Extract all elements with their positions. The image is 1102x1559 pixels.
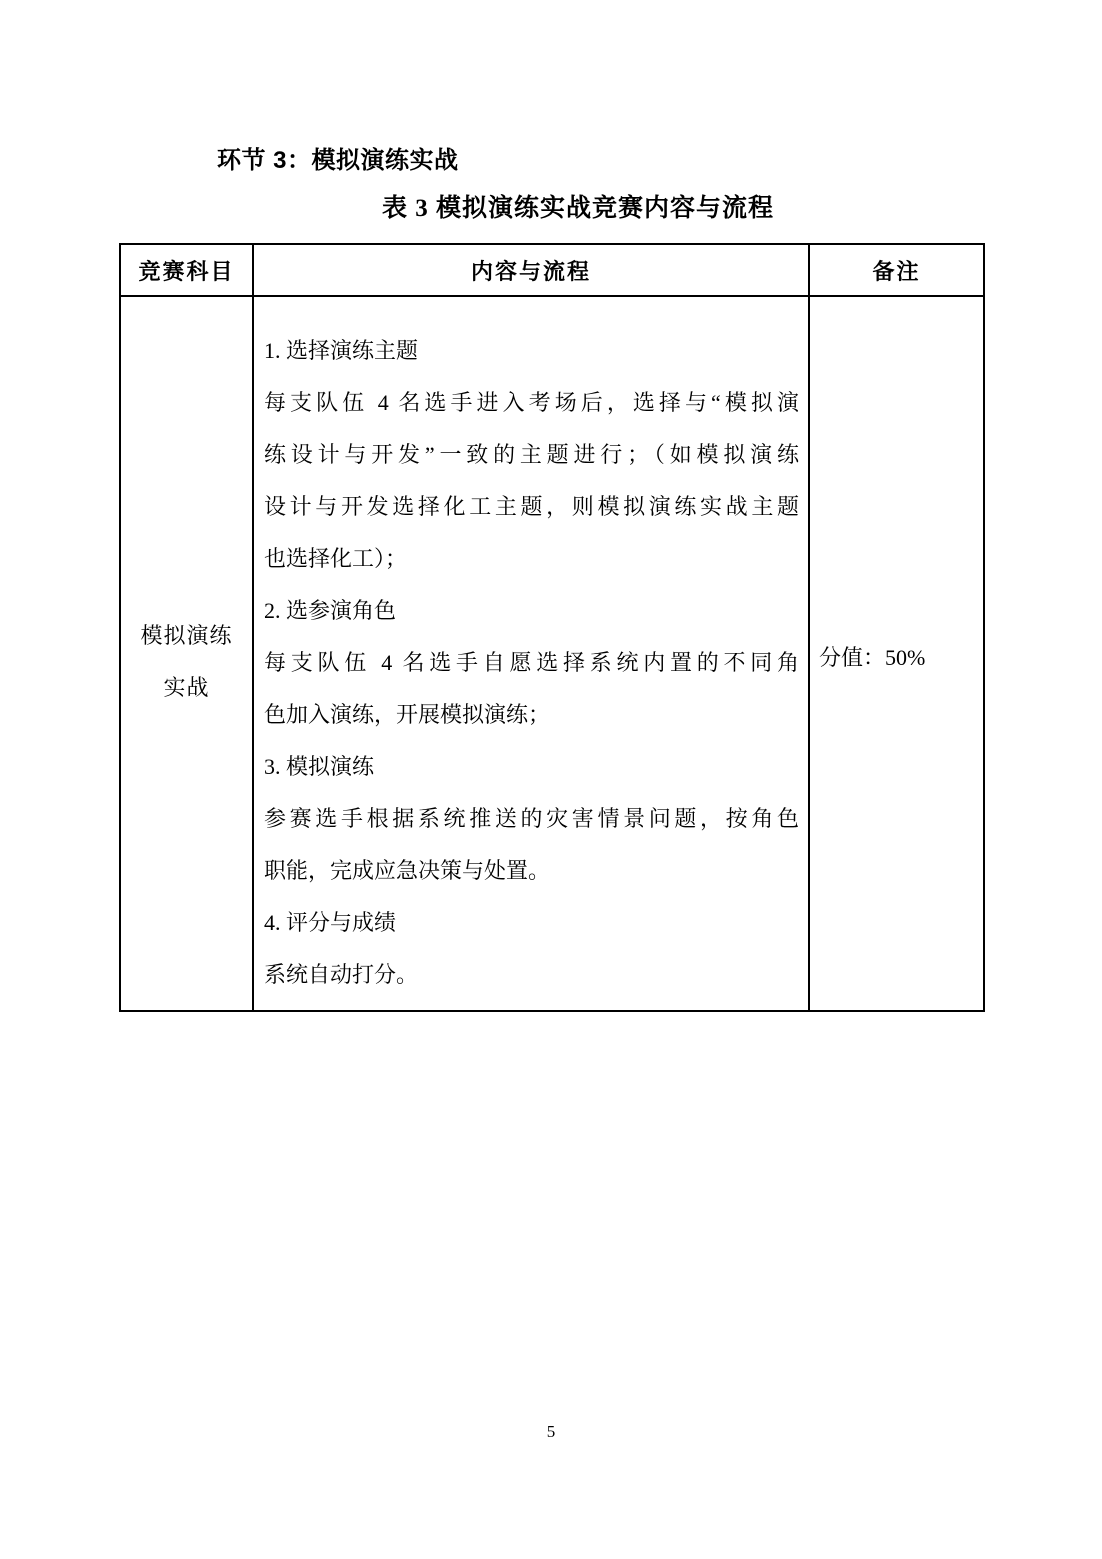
content-line-2: 每支队伍 4 名选手进入考场后，选择与“模拟演 xyxy=(264,390,799,415)
header-cell-remark: 备注 xyxy=(872,258,921,284)
content-line-9: 3. 模拟演练 xyxy=(264,754,375,779)
table-header-row xyxy=(121,245,983,297)
content-line-1: 1. 选择演练主题 xyxy=(264,338,419,363)
content-line-11: 职能，完成应急决策与处置。 xyxy=(264,858,551,883)
content-line-8: 色加入演练，开展模拟演练； xyxy=(264,702,551,727)
table-body-row xyxy=(121,297,983,1010)
content-line-12: 4. 评分与成绩 xyxy=(264,910,397,935)
content-line-4: 设计与开发选择化工主题，则模拟演练实战主题 xyxy=(264,494,799,519)
content-line-10: 参赛选手根据系统推送的灾害情景问题，按角色 xyxy=(264,806,799,831)
cell-remark xyxy=(810,297,983,1010)
content-line-5: 也选择化工）； xyxy=(264,546,408,571)
content-line-6: 2. 选参演角色 xyxy=(264,598,397,623)
subject-line-2: 实战 xyxy=(163,674,210,700)
cell-subject xyxy=(121,297,254,1010)
remark-text: 分值：50% xyxy=(819,645,926,670)
content-line-3: 练设计与开发”一致的主题进行；（如模拟演练 xyxy=(264,442,799,467)
competition-table xyxy=(119,243,985,1012)
header-cell-subject: 竞赛科目 xyxy=(121,245,254,295)
content-line-7: 每支队伍 4 名选手自愿选择系统内置的不同角 xyxy=(264,650,799,675)
content-line-13: 系统自动打分。 xyxy=(264,962,419,987)
header-cell-content: 内容与流程 xyxy=(254,245,810,295)
subject-line-1: 模拟演练 xyxy=(140,622,233,648)
table-caption: 表 3 模拟演练实战竞赛内容与流程 xyxy=(381,195,774,222)
section-heading: 环节 3：模拟演练实战 xyxy=(217,147,459,174)
cell-content xyxy=(254,297,810,1010)
page-number: 5 xyxy=(546,1422,556,1441)
